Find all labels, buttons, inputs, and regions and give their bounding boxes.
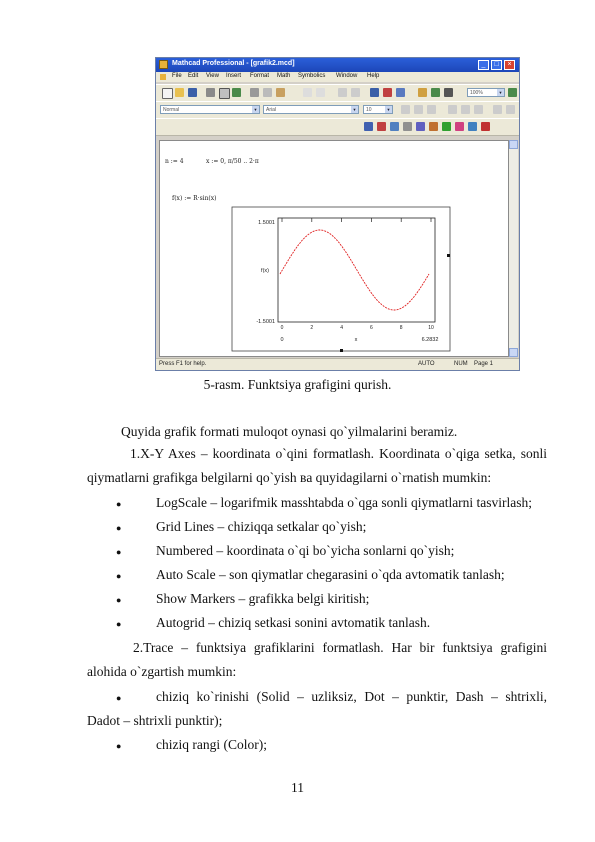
bullet-icon: ● bbox=[116, 693, 122, 703]
calculator-icon[interactable] bbox=[364, 122, 373, 131]
menu-help[interactable]: Help bbox=[367, 73, 380, 79]
save-icon[interactable] bbox=[188, 88, 197, 97]
undo-icon[interactable] bbox=[303, 88, 312, 97]
insert-function-icon[interactable] bbox=[370, 88, 379, 97]
para2-line2: alohida o`zgartish mumkin: bbox=[87, 664, 237, 679]
style-select[interactable] bbox=[160, 105, 260, 114]
symbolic-icon[interactable] bbox=[468, 122, 477, 131]
align-right-text-icon[interactable] bbox=[474, 105, 483, 114]
menu-format[interactable]: Format bbox=[250, 73, 270, 79]
size-select[interactable] bbox=[363, 105, 393, 114]
underline-icon[interactable] bbox=[427, 105, 436, 114]
y-axis-label: f(x) bbox=[261, 268, 269, 274]
list-item: Show Markers – grafikka belgi kiritish; bbox=[156, 591, 370, 606]
sine-plot[interactable] bbox=[160, 141, 509, 357]
list-item: Grid Lines – chiziqqa setkalar qo`yish; bbox=[156, 519, 367, 534]
bullet-icon: ● bbox=[116, 595, 122, 605]
calculus-icon[interactable] bbox=[416, 122, 425, 131]
style-value: Normal bbox=[163, 107, 180, 113]
x-right-label: 6.2832 bbox=[421, 337, 439, 343]
cut-icon[interactable] bbox=[250, 88, 259, 97]
matrix-icon[interactable] bbox=[390, 122, 399, 131]
list-item: Auto Scale – son qiymatlar chegarasini o`qda avtomatik tanlash; bbox=[156, 567, 505, 582]
list-item: LogScale – logarifmik masshtabda o`qga sonli qiymatlarni tasvirlash; bbox=[156, 495, 533, 510]
worksheet[interactable] bbox=[159, 140, 509, 357]
font-value: Arial bbox=[266, 107, 277, 113]
window-title: Mathcad Professional - [grafik2.mcd] bbox=[172, 60, 295, 67]
y-top-label: 1.5001 bbox=[258, 220, 275, 226]
programming-icon[interactable] bbox=[442, 122, 451, 131]
mathcad-app-icon bbox=[159, 60, 168, 69]
intro-line: Quyida grafik formati muloqot oynasi qo`yilmalarini beramiz. bbox=[121, 424, 458, 439]
align-center-text-icon[interactable] bbox=[461, 105, 470, 114]
para2-line1 bbox=[87, 640, 547, 656]
menu-file[interactable]: File bbox=[172, 73, 182, 79]
x-axis-label: x bbox=[354, 337, 358, 343]
list-item: Autogrid – chiziq setkasi sonini avtomatik tanlash. bbox=[156, 615, 431, 630]
redo-icon[interactable] bbox=[316, 88, 325, 97]
x-tick-label: 0 bbox=[280, 325, 284, 331]
x-tick-label: 4 bbox=[340, 325, 343, 331]
symbolic-keyword-icon[interactable] bbox=[481, 122, 490, 131]
close-icon[interactable]: × bbox=[504, 60, 515, 70]
x-left-label: 0 bbox=[280, 337, 284, 343]
print-icon[interactable] bbox=[206, 88, 215, 97]
zoom-value: 100% bbox=[470, 90, 483, 96]
copy-icon[interactable] bbox=[263, 88, 272, 97]
x-tick-label: 6 bbox=[370, 325, 373, 331]
bullet-icon: ● bbox=[116, 499, 122, 509]
title-bar bbox=[156, 58, 519, 72]
chevron-down-icon: ▼ bbox=[386, 107, 391, 112]
status-bar bbox=[156, 358, 519, 370]
graph-icon[interactable] bbox=[377, 122, 386, 131]
x-tick-labels bbox=[281, 325, 434, 331]
chevron-down-icon: ▼ bbox=[253, 107, 258, 112]
scroll-down-icon[interactable] bbox=[509, 348, 518, 357]
bullet-icon: ● bbox=[116, 571, 122, 581]
para1-line1 bbox=[87, 446, 547, 462]
chevron-down-icon: ▼ bbox=[498, 90, 503, 95]
x-tick-label: 8 bbox=[399, 325, 403, 331]
menu-edit[interactable]: Edit bbox=[188, 73, 199, 79]
page-number: 11 bbox=[291, 780, 304, 795]
resource-center-icon[interactable] bbox=[418, 88, 427, 97]
scroll-up-icon[interactable] bbox=[509, 140, 518, 149]
status-auto: AUTO bbox=[418, 361, 435, 367]
new-icon[interactable] bbox=[162, 88, 173, 99]
menu-view[interactable]: View bbox=[206, 73, 219, 79]
paste-icon[interactable] bbox=[276, 88, 285, 97]
n-definition: n := 4 bbox=[165, 158, 184, 165]
para1-line1-text: 1.X-Y Axes – koordinata o`qini formatlash. Koordinata o`qiga setka, sonli bbox=[130, 446, 547, 461]
x-tick-label: 2 bbox=[310, 325, 314, 331]
align-top-icon[interactable] bbox=[338, 88, 347, 97]
para2-line1-text: 2.Trace – funktsiya grafiklarini formatlash. Har bir funktsiya grafigini bbox=[133, 640, 547, 655]
size-value: 10 bbox=[366, 107, 372, 113]
insert-unit-icon[interactable] bbox=[383, 88, 392, 97]
menu-bar bbox=[156, 72, 519, 82]
standard-toolbar bbox=[156, 84, 519, 102]
bullet-icon: ● bbox=[116, 547, 122, 557]
x-range-definition: x := 0, π/50 .. 2·π bbox=[206, 158, 259, 165]
bullets-icon[interactable] bbox=[493, 105, 502, 114]
boolean-icon[interactable] bbox=[429, 122, 438, 131]
menu-math[interactable]: Math bbox=[277, 73, 291, 79]
font-select[interactable] bbox=[263, 105, 359, 114]
list-item: Numbered – koordinata o`qi bo`yicha sonlarni qo`yish; bbox=[156, 543, 455, 558]
numbering-icon[interactable] bbox=[506, 105, 515, 114]
zoom-select[interactable] bbox=[467, 88, 505, 97]
evaluation-icon[interactable] bbox=[403, 122, 412, 131]
calculate-icon[interactable] bbox=[396, 88, 405, 97]
bullet-icon: ● bbox=[116, 523, 122, 533]
minimize-icon[interactable]: _ bbox=[478, 60, 489, 70]
align-left-text-icon[interactable] bbox=[448, 105, 457, 114]
resize-handle-right bbox=[447, 254, 450, 257]
formatting-toolbar bbox=[156, 101, 519, 119]
print-preview-icon[interactable] bbox=[219, 88, 230, 99]
italic-icon[interactable] bbox=[414, 105, 423, 114]
function-definition: f(x) := R·sin(x) bbox=[172, 195, 217, 202]
menu-insert[interactable]: Insert bbox=[226, 73, 242, 79]
resize-handle-bottom bbox=[340, 349, 343, 352]
y-bottom-label: -1.5001 bbox=[256, 319, 275, 325]
status-help: Press F1 for help. bbox=[159, 361, 207, 367]
list-item-color: chiziq rangi (Color); bbox=[156, 737, 267, 752]
component-icon[interactable] bbox=[431, 88, 440, 97]
mathcad-screenshot bbox=[155, 57, 520, 371]
open-icon[interactable] bbox=[175, 88, 184, 97]
bullet-icon: ● bbox=[116, 741, 122, 751]
math-toolbar bbox=[156, 118, 519, 136]
extra-icon[interactable] bbox=[508, 88, 517, 97]
doc-icon bbox=[160, 74, 166, 80]
x-tick-label: 10 bbox=[428, 325, 434, 331]
status-num: NUM bbox=[454, 361, 468, 367]
figure-caption: 5-rasm. Funktsiya grafigini qurish. bbox=[203, 377, 392, 392]
status-page: Page 1 bbox=[474, 361, 494, 367]
menu-symbolics[interactable]: Symbolics bbox=[298, 73, 326, 79]
align-left-icon[interactable] bbox=[351, 88, 360, 97]
greek-icon[interactable] bbox=[455, 122, 464, 131]
help-icon[interactable] bbox=[444, 88, 453, 97]
menu-window[interactable]: Window bbox=[336, 73, 358, 79]
list-item-line-style-cont: Dadot – shtrixli punktir); bbox=[87, 713, 223, 728]
spell-check-icon[interactable] bbox=[232, 88, 241, 97]
bold-icon[interactable] bbox=[401, 105, 410, 114]
chevron-down-icon: ▼ bbox=[352, 107, 357, 112]
para1-line2: qiymatlarni grafikga belgilarni qo`yish вa quyidagilarni o`rnatish mumkin: bbox=[87, 470, 492, 485]
vertical-scrollbar[interactable] bbox=[509, 140, 518, 357]
bullet-icon: ● bbox=[116, 619, 122, 629]
list-item-line-style: chiziq ko`rinishi (Solid – uzliksiz, Dot – punktir, Dash – shtrixli, bbox=[156, 689, 547, 704]
maximize-icon[interactable]: □ bbox=[491, 60, 502, 70]
